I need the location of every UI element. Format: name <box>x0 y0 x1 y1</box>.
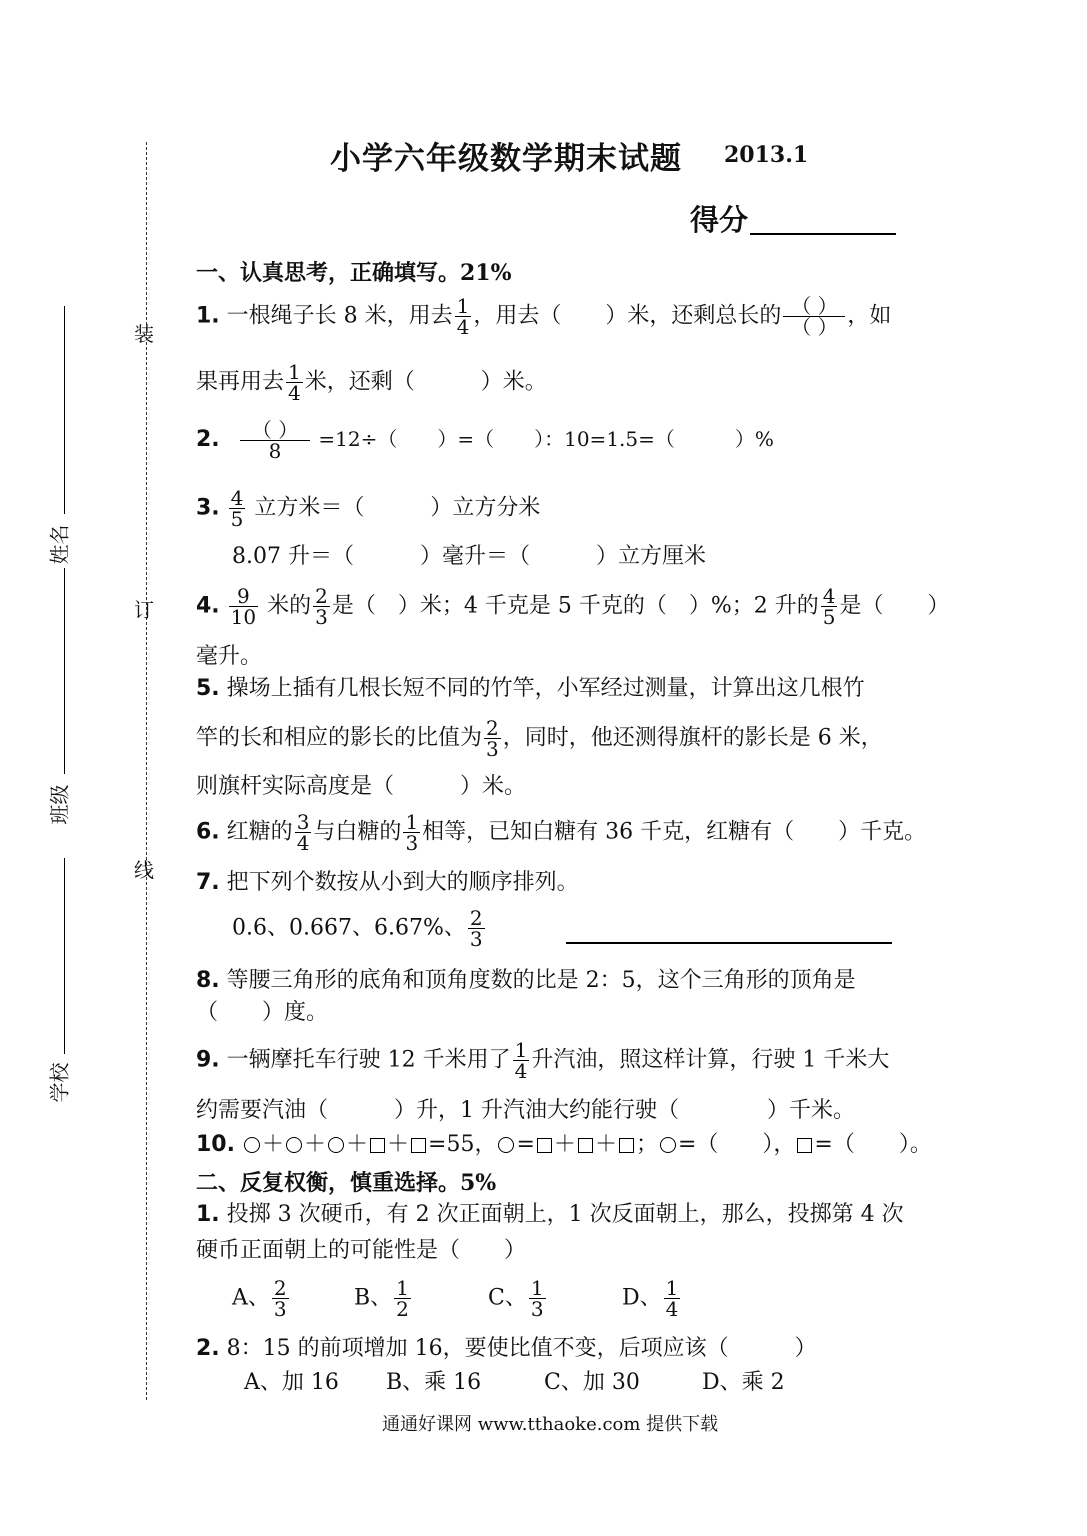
fraction-9-10: $\frac{9}{10}$ <box>230 584 257 629</box>
fraction-1-3: $\frac{1}{3}$ <box>530 1276 544 1321</box>
choice-1-option-a[interactable]: A、 $\frac{2}{3}$ <box>232 1276 287 1321</box>
question-1-line-2: 果再用去 $\frac{1}{4}$ 米，还剩（ ）米。 <box>196 360 547 405</box>
fraction-1-4: $\frac{1}{4}$ <box>456 294 470 339</box>
fraction-2-3: $\frac{2}{3}$ <box>273 1276 287 1321</box>
fraction-4-5: $\frac{4}{5}$ <box>822 584 836 629</box>
fraction-2-3: $\frac{2}{3}$ <box>469 906 483 951</box>
fraction-1-2: $\frac{1}{2}$ <box>396 1276 409 1321</box>
section-2-title: 二、反复权衡，慎重选择。5% <box>196 1170 497 1196</box>
question-5-line-1: 5. 操场上插有几根长短不同的竹竿，小军经过测量，计算出这几根竹 <box>196 676 865 701</box>
q8-number: 8. <box>196 968 220 993</box>
score-label: 得分 <box>690 203 749 237</box>
binding-char-ding: 订 <box>134 598 154 622</box>
name-label: 姓名 <box>47 524 72 565</box>
question-3-line-1: 3. $\frac{4}{5}$ 立方米＝（ ）立方分米 <box>196 486 541 531</box>
fraction-1-4: $\frac{1}{4}$ <box>665 1276 679 1321</box>
circle-icon <box>660 1137 676 1153</box>
choice-1-line-1: 1. 投掷 3 次硬币，有 2 次正面朝上，1 次反面朝上，那么，投掷第 4 次 <box>196 1202 904 1227</box>
question-4-line-1: 4. $\frac{9}{10}$ 米的 $\frac{2}{3}$ 是（ ）米；4 千克是 5 千克的（ ）%；2 升的 $\frac{4}{5}$ 是（ ） <box>196 584 950 629</box>
q5-number: 5. <box>196 676 220 701</box>
choice-2-option-b[interactable]: B、乘 16 <box>386 1370 482 1395</box>
binding-char-zhuang: 装 <box>134 322 154 346</box>
choice-1-option-b[interactable]: B、 $\frac{1}{2}$ <box>354 1276 409 1321</box>
c1-number: 1. <box>196 1202 220 1227</box>
circle-icon <box>328 1137 344 1153</box>
fraction-blank-over-8[interactable]: $\frac{( )}{8}$ <box>240 420 310 461</box>
square-icon <box>797 1138 812 1153</box>
page-title: 小学六年级数学期末试题 <box>330 141 682 177</box>
choice-2-option-d[interactable]: D、乘 2 <box>702 1370 785 1395</box>
q2-number: 2. <box>196 427 220 452</box>
circle-icon <box>244 1137 260 1153</box>
question-7-line-2: 0.6、0.667、6.67%、 $\frac{2}{3}$ <box>232 906 483 951</box>
question-10: 10. ＋ ＋ ＋ ＋ =55， = ＋ ＋ ； =（ ）， =（ ）。 <box>196 1132 932 1157</box>
question-8-line-2: （ ）度。 <box>196 1000 329 1025</box>
q10-number: 10. <box>196 1132 235 1157</box>
question-8-line-1: 8. 等腰三角形的底角和顶角度数的比是 2：5，这个三角形的顶角是 <box>196 968 856 993</box>
fraction-2-3: $\frac{2}{3}$ <box>486 716 499 761</box>
fraction-2-3: $\frac{2}{3}$ <box>315 584 328 629</box>
school-blank[interactable] <box>64 858 65 1054</box>
footer-text: 通通好课网 www.tthaoke.com 提供下载 <box>382 1414 719 1435</box>
square-icon <box>370 1138 385 1153</box>
question-9-line-1: 9. 一辆摩托车行驶 12 千米用了 $\frac{1}{4}$ 升汽油，照这样计算，行驶 1 千米大 <box>196 1038 890 1083</box>
q3-number: 3. <box>196 495 220 521</box>
q7-number: 7. <box>196 870 220 895</box>
choice-2: 2. 8：15 的前项增加 16，要使比值不变，后项应该（ ） <box>196 1336 817 1361</box>
c2-number: 2. <box>196 1336 220 1361</box>
circle-icon <box>498 1137 514 1153</box>
question-2: 2. $\frac{( )}{8}$ =12÷（ ）=（ ）：10=1.5=（ ）% <box>196 418 774 463</box>
q9-number: 9. <box>196 1047 220 1073</box>
fraction-1-3: $\frac{1}{3}$ <box>405 810 419 855</box>
question-6: 6. 红糖的 $\frac{3}{4}$ 与白糖的 $\frac{1}{3}$ 相等，已知白糖有 36 千克，红糖有（ ）千克。 <box>196 810 927 855</box>
exam-date: 2013.1 <box>724 142 809 168</box>
fraction-4-5: $\frac{4}{5}$ <box>230 486 244 531</box>
q1-number: 1. <box>196 303 220 329</box>
question-1-line-1: 1. 一根绳子长 8 米，用去 $\frac{1}{4}$ ，用去（ ）米，还剩总长的 $\frac{( )}{( )}$ ，如 <box>196 294 892 339</box>
square-icon <box>537 1138 552 1153</box>
choice-1-option-c[interactable]: C、 $\frac{1}{3}$ <box>488 1276 544 1321</box>
question-5-line-3: 则旗杆实际高度是（ ）米。 <box>196 774 527 799</box>
square-icon <box>619 1138 634 1153</box>
binding-char-xian: 线 <box>134 858 154 882</box>
question-7-line-1: 7. 把下列个数按从小到大的顺序排列。 <box>196 870 579 895</box>
square-icon <box>578 1138 593 1153</box>
choice-1-option-d[interactable]: D、 $\frac{1}{4}$ <box>622 1276 679 1321</box>
square-icon <box>411 1138 426 1153</box>
school-label: 学校 <box>47 1062 72 1103</box>
score-blank[interactable] <box>750 233 896 235</box>
fraction-1-4: $\frac{1}{4}$ <box>514 1038 528 1083</box>
question-9-line-2: 约需要汽油（ ）升，1 升汽油大约能行驶（ ）千米。 <box>196 1098 855 1123</box>
choice-2-option-c[interactable]: C、加 30 <box>544 1370 640 1395</box>
choice-1-line-2: 硬币正面朝上的可能性是（ ） <box>196 1238 527 1263</box>
name-blank[interactable] <box>64 306 65 514</box>
class-label: 班级 <box>47 784 72 825</box>
section-1-title: 一、认真思考，正确填写。21% <box>196 260 512 286</box>
question-3-line-2: 8.07 升＝（ ）毫升＝（ ）立方厘米 <box>232 544 706 569</box>
fraction-blank[interactable]: $\frac{( )}{( )}$ <box>783 296 845 337</box>
class-blank[interactable] <box>64 568 65 774</box>
question-4-line-2: 毫升。 <box>196 644 263 669</box>
circle-icon <box>286 1137 302 1153</box>
answer-line[interactable] <box>566 942 892 944</box>
fraction-3-4: $\frac{3}{4}$ <box>296 810 310 855</box>
q4-number: 4. <box>196 593 220 619</box>
q6-number: 6. <box>196 819 220 845</box>
choice-2-option-a[interactable]: A、加 16 <box>244 1370 339 1395</box>
question-5-line-2: 竿的长和相应的影长的比值为 $\frac{2}{3}$ ，同时，他还测得旗杆的影长是 6 米， <box>196 716 883 761</box>
fraction-1-4: $\frac{1}{4}$ <box>288 360 301 405</box>
